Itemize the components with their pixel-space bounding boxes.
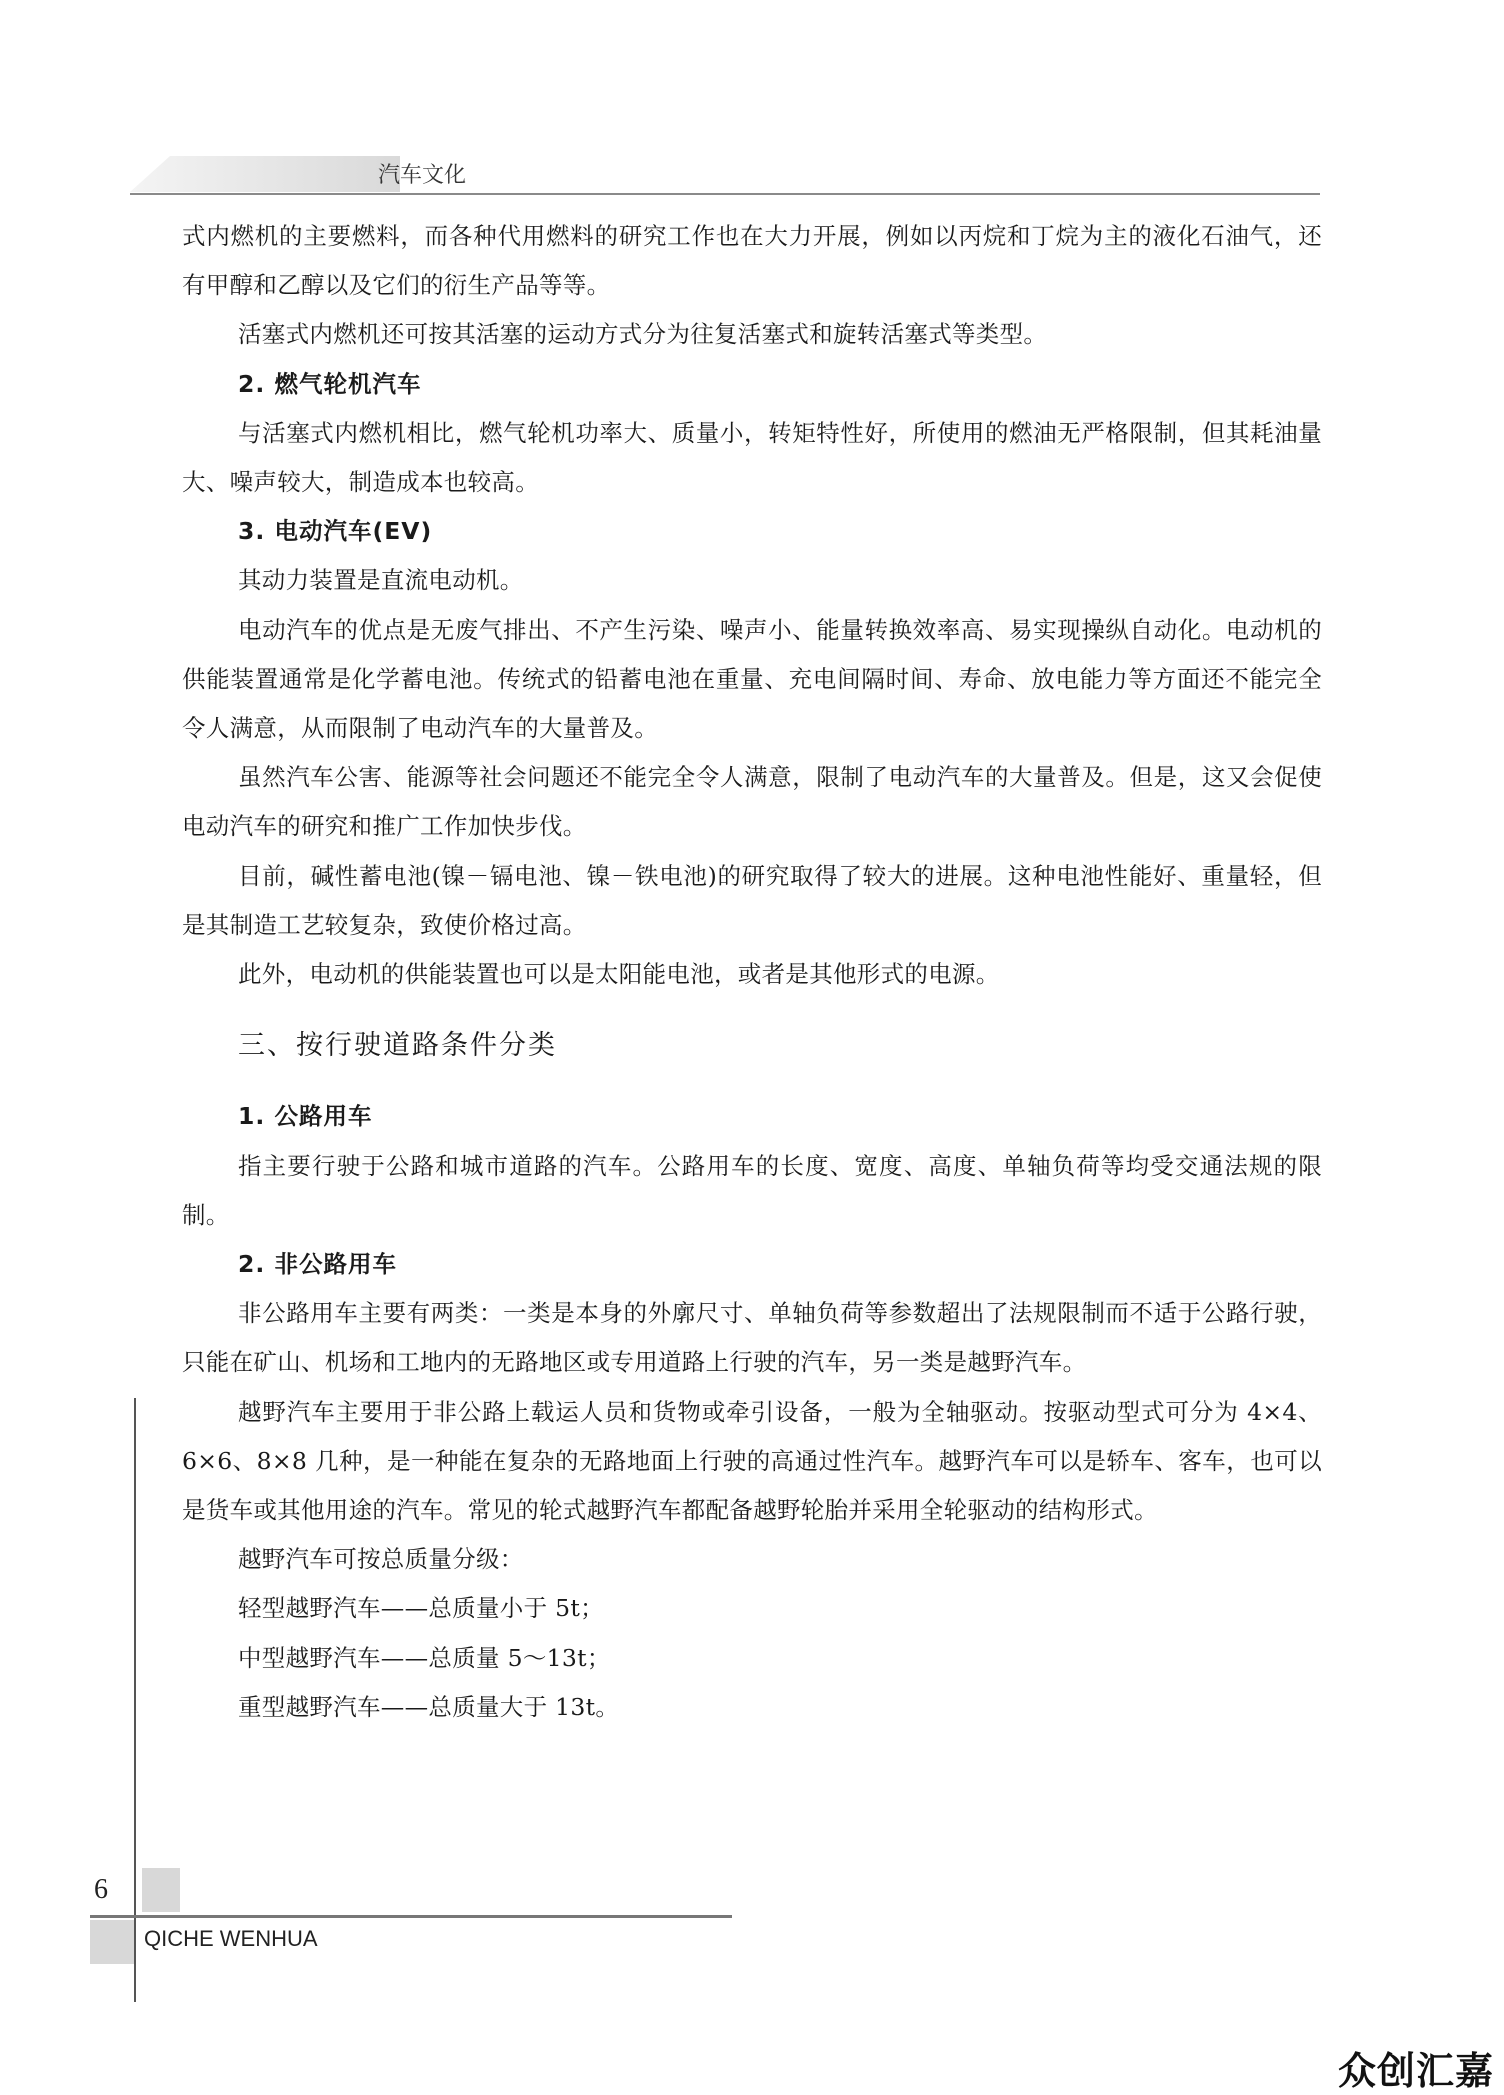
footer-book-title: QICHE WENHUA xyxy=(144,1926,318,1951)
paragraph: 式内燃机的主要燃料，而各种代用燃料的研究工作也在大力开展，例如以丙烷和丁烷为主的液化石油气，还有甲醇和乙醇以及它们的衍生产品等等。 xyxy=(182,222,1322,300)
paragraph: 电动汽车的优点是无废气排出、不产生污染、噪声小、能量转换效率高、易实现操纵自动化。电动机的供能装置通常是化学蓄电池。传统式的铅蓄电池在重量、充电间隔时间、寿命、放电能力等方面还不能完全令人满意，从而限制了电动汽车的大量普及。 xyxy=(182,615,1322,743)
watermark: 众创汇嘉 xyxy=(1338,2049,1495,2093)
paragraph: 其动力装置是直流电动机。 xyxy=(238,566,524,595)
subheading: 2. 非公路用车 xyxy=(238,1250,397,1279)
subheading: 3. 电动汽车(EV) xyxy=(238,517,433,546)
running-header-title: 汽车文化 xyxy=(378,163,467,188)
paragraph: 中型越野汽车——总质量 5～13t； xyxy=(238,1643,611,1672)
paragraph: 此外，电动机的供能装置也可以是太阳能电池，或者是其他形式的电源。 xyxy=(238,960,1000,989)
footer-rule xyxy=(90,1915,732,1918)
page-number-box xyxy=(142,1868,180,1912)
subheading: 1. 公路用车 xyxy=(238,1102,373,1131)
paragraph: 非公路用车主要有两类：一类是本身的外廓尺寸、单轴负荷等参数超出了法规限制而不适于公路行驶，只能在矿山、机场和工地内的无路地区或专用道路上行驶的汽车，另一类是越野汽车。 xyxy=(182,1299,1322,1377)
paragraph: 越野汽车可按总质量分级： xyxy=(238,1545,524,1574)
subheading: 2. 燃气轮机汽车 xyxy=(238,369,422,398)
paragraph: 目前，碱性蓄电池(镍－镉电池、镍－铁电池)的研究取得了较大的进展。这种电池性能好、重量轻，但是其制造工艺较复杂，致使价格过高。 xyxy=(182,861,1322,939)
header-rule xyxy=(130,193,1320,195)
paragraph: 指主要行驶于公路和城市道路的汽车。公路用车的长度、宽度、高度、单轴负荷等均受交通法规的限制。 xyxy=(182,1151,1322,1229)
paragraph: 与活塞式内燃机相比，燃气轮机功率大、质量小，转矩特性好，所使用的燃油无严格限制，但其耗油量大、噪声较大，制造成本也较高。 xyxy=(182,418,1322,497)
footer-box xyxy=(90,1920,134,1964)
page-body xyxy=(182,212,1322,1732)
margin-rule xyxy=(134,1398,136,2002)
paragraph: 虽然汽车公害、能源等社会问题还不能完全令人满意，限制了电动汽车的大量普及。但是，这又会促使电动汽车的研究和推广工作加快步伐。 xyxy=(182,763,1322,841)
header-decoration xyxy=(130,156,400,192)
paragraph: 重型越野汽车——总质量大于 13t。 xyxy=(238,1692,620,1721)
section-heading: 三、按行驶道路条件分类 xyxy=(238,1030,557,1062)
page-number: 6 xyxy=(94,1874,108,1905)
paragraph: 越野汽车主要用于非公路上载运人员和货物或牵引设备，一般为全轴驱动。按驱动型式可分为 4×4、6×6、8×8 几种，是一种能在复杂的无路地面上行驶的高通过性汽车。越野汽车可以是轿车、客车，也可以是货车或其他用途的汽车。常见的轮式越野汽车都配备越野轮胎并采用全轮驱动的结构形式。 xyxy=(182,1397,1322,1525)
paragraph: 活塞式内燃机还可按其活塞的运动方式分为往复活塞式和旋转活塞式等类型。 xyxy=(238,320,1048,349)
paragraph: 轻型越野汽车——总质量小于 5t； xyxy=(238,1594,604,1623)
